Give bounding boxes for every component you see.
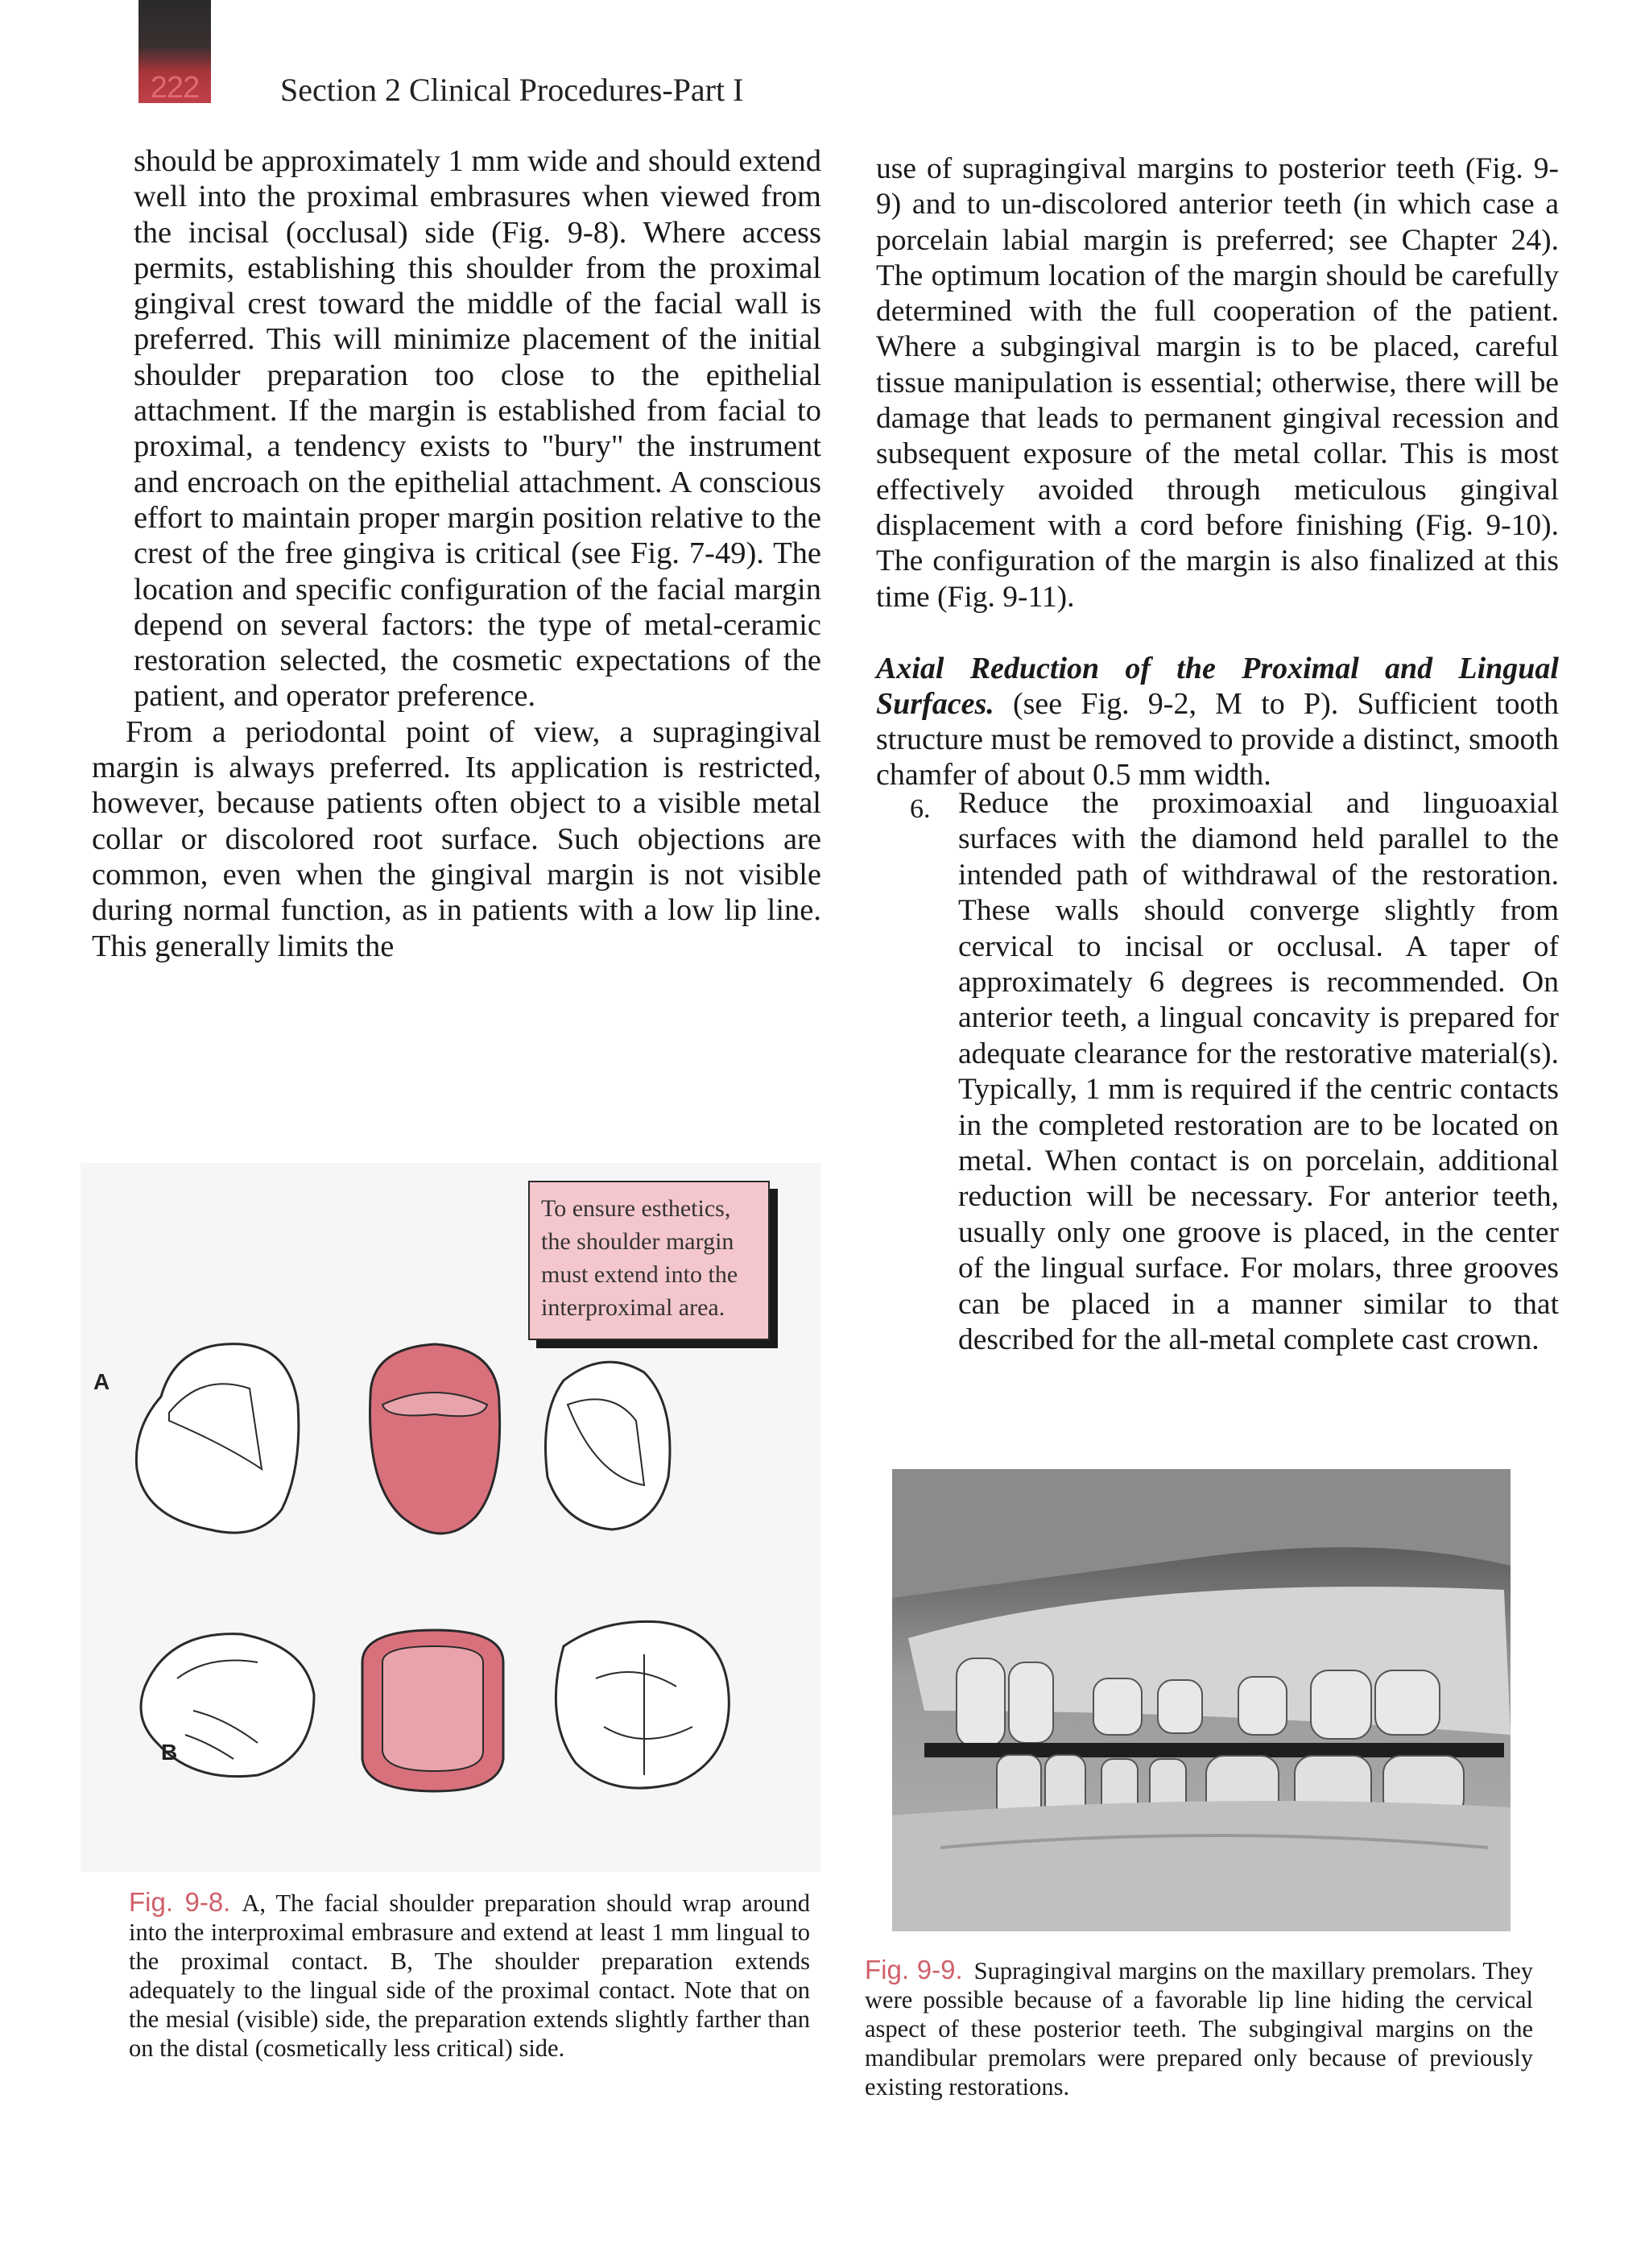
figure-label-a: A: [93, 1369, 110, 1394]
page-number: 222: [150, 71, 200, 105]
section-heading-body: (see Fig. 9-2, M to P). Sufficient tooth structure must be removed to provide a distinct, smooth chamfer of about 0.5 mm width.: [876, 687, 1559, 792]
section-heading: Axial Reduction of the Proximal and Lingual Surfaces.: [876, 652, 1559, 721]
left-paragraph-2: From a periodontal point of view, a supragingival margin is always preferred. Its application is restricted, however, because patients often object to a visible metal collar or discolored root surface. Such objections are common, even when the gingival margin is not visible during normal function, as in patients with a low lip line. This generally limits the: [92, 714, 821, 963]
figure-9-8-caption: [129, 1888, 810, 2063]
section-heading-block: [876, 651, 1559, 793]
figure-label-b: B: [161, 1740, 178, 1765]
running-title: Section 2 Clinical Procedures-Part I: [280, 72, 744, 108]
tooth-a-center-prepared: [370, 1344, 500, 1533]
figure-9-9-caption-text: Supragingival margins on the maxillary premolars. They were possible because of a favorable lip line hiding the cervical aspect of these posterior teeth. The subgingival margins on the mandibular premolars were prepared only because of previously existing restorations.: [865, 1957, 1533, 2100]
step-text: Reduce the proximoaxial and linguoaxial surfaces with the diamond held parallel to the intended path of withdrawal of the restoration. These walls should converge slightly from cervical to incisal or occlusal. A taper of approximately 6 degrees is recommended. On anterior teeth, a lingual concavity is prepared for adequate clearance for the restorative material(s). Typically, 1 mm is required if the centric contacts in the completed restoration are to be located on metal. When contact is on porcelain, additional reduction will be necessary. For anterior teeth, usually only one groove is placed, in the center of the lingual surface. For molars, three grooves can be placed in a manner similar to that described for the all-metal complete cast crown.: [958, 787, 1559, 1357]
left-paragraph-1: should be approximately 1 mm wide and should extend well into the proximal embrasures when viewed from the incisal (occlusal) side (Fig. 9-8). Where access permits, establishing this shoulder from the proximal gingival crest toward the middle of the facial wall is preferred. This will minimize placement of the initial shoulder preparation too close to the epithelial attachment. If the margin is established from facial to proximal, a tendency exists to "bury" the instrument and encroach on the epithelial attachment. A conscious effort to maintain proper margin position relative to the crest of the free gingiva is critical (see Fig. 7-49). The location and specific configuration of the facial margin depend on several factors: the type of metal-ceramic restoration selected, the cosmetic expectations of the patient, and operator preference.: [134, 144, 821, 714]
left-column: [92, 143, 821, 964]
dental-cast-photo: [892, 1469, 1511, 1931]
figure-9-9-photo: [892, 1469, 1511, 1931]
right-paragraph-1: use of supragingival margins to posterior teeth (Fig. 9-9) and to un-discolored anterior teeth (in which case a porcelain labial margin is preferred; see Chapter 24). The optimum location of the margin should be carefully determined with the full cooperation of the patient. Where a subgingival margin is to be placed, careful tissue manipulation is essential; otherwise, there will be damage that leads to permanent gingival recession and subsequent exposure of the metal collar. This is most effectively avoided through meticulous gingival displacement with a cord before finishing (Fig. 9-10). The configuration of the margin is also finalized at this time (Fig. 9-11).: [876, 152, 1559, 614]
tooth-b-center-prepared: [362, 1630, 503, 1791]
figure-9-8-caption-text: A, The facial shoulder preparation should wrap around into the interproximal embrasure and extend at least 1 mm lingual to the proximal contact. B, The shoulder preparation extends adequately to the lingual side of the proximal contact. Note that on the mesial (visible) side, the preparation extends slightly farther than on the distal (cosmetically less critical) side.: [129, 1889, 811, 2062]
tooth-b-right-molar: [556, 1621, 729, 1788]
figure-callout-box: To ensure esthetics, the shoulder margin must extend into the interproximal area.: [528, 1181, 770, 1340]
step-number: 6.: [910, 794, 931, 824]
right-column: [876, 151, 1559, 615]
figure-9-9-caption-label: Fig. 9-9.: [865, 1955, 963, 1984]
tooth-a-left: [136, 1344, 298, 1533]
figure-9-9-caption: [865, 1956, 1533, 2101]
figure-9-8-caption-label: Fig. 9-8.: [129, 1887, 231, 1917]
tooth-a-right: [546, 1362, 671, 1529]
